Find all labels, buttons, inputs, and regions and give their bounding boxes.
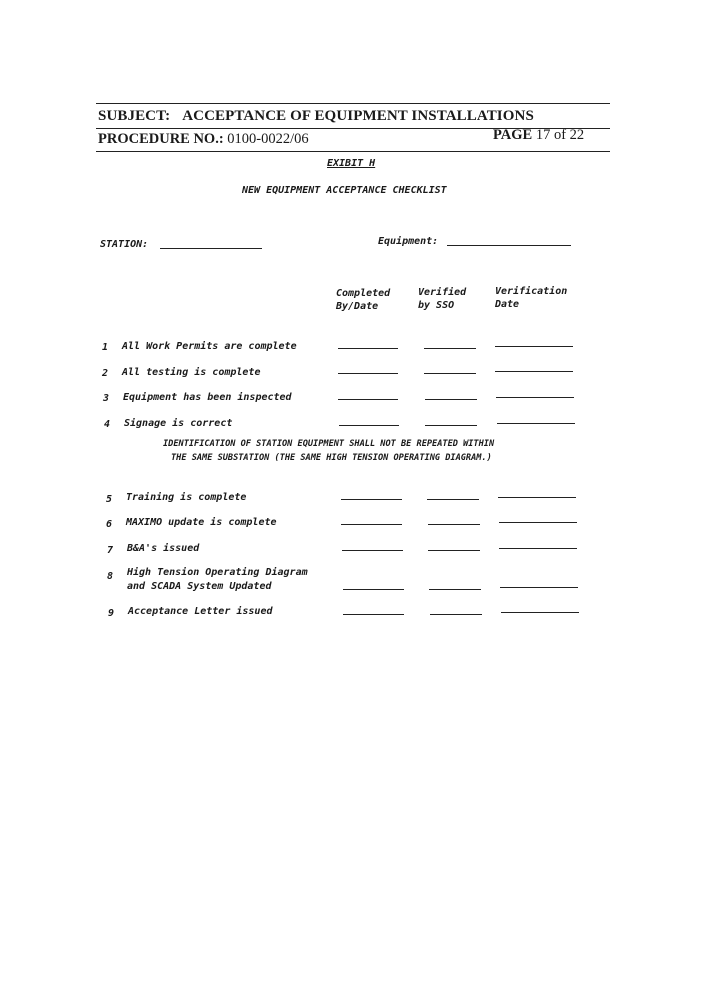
item-text: MAXIMO update is complete: [126, 517, 277, 528]
item-number: 6: [106, 519, 113, 530]
note-line2: THE SAME SUBSTATION (THE SAME HIGH TENSION OPERATING DIAGRAM.): [171, 453, 492, 463]
page-label: PAGE: [493, 127, 533, 143]
verification-date-line[interactable]: [496, 397, 574, 398]
header-top-rule: [96, 103, 610, 104]
item-number: 8: [107, 571, 114, 582]
verification-date-line[interactable]: [501, 612, 579, 613]
item-number: 1: [102, 342, 109, 353]
verification-date-line[interactable]: [497, 423, 575, 424]
completed-line[interactable]: [338, 348, 398, 349]
verified-line[interactable]: [425, 399, 477, 400]
completed-line[interactable]: [341, 524, 402, 525]
item-text: Signage is correct: [124, 418, 233, 429]
column-completed-line2: By/Date: [336, 301, 379, 312]
station-label: STATION:: [100, 239, 149, 250]
completed-line[interactable]: [339, 425, 399, 426]
verified-line[interactable]: [428, 550, 480, 551]
column-verification-line2: Date: [495, 299, 520, 310]
verification-date-line[interactable]: [500, 587, 578, 588]
verification-date-line[interactable]: [499, 548, 577, 549]
subject-line: [98, 108, 534, 125]
completed-line[interactable]: [343, 614, 404, 615]
column-header-verification-date: [495, 285, 567, 311]
column-header-verified: [418, 286, 466, 312]
header-bottom-rule: [96, 151, 610, 152]
item-text: All Work Permits are complete: [122, 341, 297, 352]
page-number: [493, 127, 584, 144]
column-verified-line2: by SSO: [418, 300, 455, 311]
item-text: Training is complete: [126, 492, 247, 503]
verified-line[interactable]: [428, 524, 480, 525]
verified-line[interactable]: [425, 425, 477, 426]
item-number: 3: [103, 393, 110, 404]
completed-line[interactable]: [341, 499, 402, 500]
verified-line[interactable]: [424, 373, 476, 374]
subject-label: SUBJECT:: [98, 108, 171, 124]
column-verification-line1: Verification: [495, 286, 568, 297]
item-text: Acceptance Letter issued: [128, 606, 273, 617]
column-verified-line1: Verified: [418, 287, 467, 298]
verification-date-line[interactable]: [495, 371, 573, 372]
item-number: 7: [107, 545, 114, 556]
verified-line[interactable]: [424, 348, 476, 349]
procedure-value: 0100-0022/06: [227, 131, 309, 147]
column-header-completed: [336, 287, 390, 313]
verification-date-line[interactable]: [495, 346, 573, 347]
station-field-line[interactable]: [160, 248, 262, 249]
page-value: 17 of 22: [535, 127, 585, 143]
note-line1: IDENTIFICATION OF STATION EQUIPMENT SHALL NOT BE REPEATED WITHIN: [163, 439, 495, 449]
checklist-title: NEW EQUIPMENT ACCEPTANCE CHECKLIST: [242, 185, 447, 196]
item-number: 4: [104, 419, 111, 430]
verified-line[interactable]: [430, 614, 482, 615]
item-text-line1: High Tension Operating Diagram: [127, 567, 308, 578]
completed-line[interactable]: [342, 550, 403, 551]
verified-line[interactable]: [429, 589, 481, 590]
item-text-line2: and SCADA System Updated: [127, 581, 272, 592]
verified-line[interactable]: [427, 499, 479, 500]
item-number: 2: [102, 368, 109, 379]
item-text: Equipment has been inspected: [123, 392, 292, 403]
item-number: 9: [108, 608, 115, 619]
verification-date-line[interactable]: [499, 522, 577, 523]
column-completed-line1: Completed: [336, 288, 391, 299]
item-number: 5: [106, 494, 113, 505]
completed-line[interactable]: [343, 589, 404, 590]
equipment-field-line[interactable]: [447, 245, 571, 246]
completed-line[interactable]: [338, 399, 398, 400]
item-text: All testing is complete: [122, 367, 261, 378]
completed-line[interactable]: [338, 373, 398, 374]
exhibit-title: EXIBIT H: [327, 158, 376, 169]
item-text-multiline: [127, 566, 308, 594]
procedure-label: PROCEDURE NO.:: [98, 131, 224, 147]
subject-value: ACCEPTANCE OF EQUIPMENT INSTALLATIONS: [182, 108, 534, 124]
item-text: B&A's issued: [127, 543, 200, 554]
equipment-identification-note: [163, 437, 494, 465]
procedure-line: [98, 131, 309, 148]
verification-date-line[interactable]: [498, 497, 576, 498]
equipment-label: Equipment:: [378, 236, 439, 247]
